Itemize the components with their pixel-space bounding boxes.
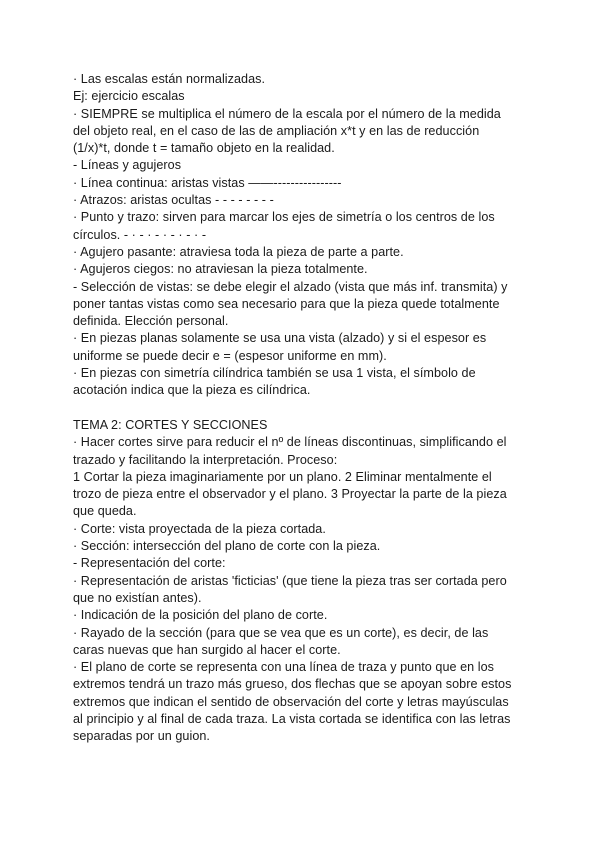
text-line: trozo de pieza entre el observador y el plano. 3 Proyectar la parte de la pieza bbox=[73, 487, 507, 502]
text-line: · SIEMPRE se multiplica el número de la escala por el número de la medida bbox=[73, 106, 501, 121]
text-line: acotación indica que la pieza es cilíndrica. bbox=[73, 383, 311, 398]
text-line: TEMA 2: CORTES Y SECCIONES bbox=[73, 417, 268, 432]
text-line: · Representación de aristas 'ficticias' (que tiene la pieza tras ser cortada pero bbox=[73, 573, 507, 588]
text-line: del objeto real, en el caso de las de ampliación x*t y en las de reducción bbox=[73, 123, 480, 138]
text-line: - Líneas y agujeros bbox=[73, 158, 182, 173]
text-line: que queda. bbox=[73, 504, 137, 519]
text-line: al principio y al final de cada traza. La vista cortada se identifica con las letras bbox=[73, 711, 511, 726]
text-line: círculos. - · - · - · - · - · - bbox=[73, 227, 207, 242]
text-line: · En piezas planas solamente se usa una vista (alzado) y si el espesor es bbox=[73, 331, 487, 346]
text-line: · Sección: intersección del plano de corte con la pieza. bbox=[73, 539, 381, 554]
text-line: · Indicación de la posición del plano de corte. bbox=[73, 608, 328, 623]
text-line: (1/x)*t, donde t = tamaño objeto en la realidad. bbox=[73, 141, 335, 156]
document-page bbox=[73, 71, 543, 746]
text-line: · Agujeros ciegos: no atraviesan la pieza totalmente. bbox=[73, 262, 368, 277]
text-line: Ej: ejercicio escalas bbox=[73, 89, 185, 104]
text-line: - Representación del corte: bbox=[73, 556, 226, 571]
text-line: · Línea continua: aristas vistas ——---------------- bbox=[73, 175, 342, 190]
text-line: poner tantas vistas como sea necesario para que la pieza quede totalmente bbox=[73, 296, 500, 311]
text-line: 1 Cortar la pieza imaginariamente por un plano. 2 Eliminar mentalmente el bbox=[73, 469, 492, 484]
text-line: caras nuevas que han surgido al hacer el corte. bbox=[73, 642, 341, 657]
text-line: definida. Elección personal. bbox=[73, 314, 229, 329]
text-line: - Selección de vistas: se debe elegir el alzado (vista que más inf. transmita) y bbox=[73, 279, 508, 294]
text-line: separadas por un guion. bbox=[73, 729, 210, 744]
text-line: · Atrazos: aristas ocultas - - - - - - - - bbox=[73, 193, 274, 208]
text-line: extremos que indican el sentido de observación del corte y letras mayúsculas bbox=[73, 694, 509, 709]
text-line: · Agujero pasante: atraviesa toda la pieza de parte a parte. bbox=[73, 244, 404, 259]
text-line: · Hacer cortes sirve para reducir el nº de líneas discontinuas, simplificando el bbox=[73, 435, 507, 450]
text-line: · Punto y trazo: sirven para marcar los ejes de simetría o los centros de los bbox=[73, 210, 495, 225]
text-line: · Corte: vista proyectada de la pieza cortada. bbox=[73, 521, 326, 536]
text-line: · Las escalas están normalizadas. bbox=[73, 72, 266, 86]
text-line: extremos tendrá un trazo más grueso, dos flechas que se apoyan sobre estos bbox=[73, 677, 512, 692]
text-line: uniforme se puede decir e = (espesor uniforme en mm). bbox=[73, 348, 387, 363]
text-line: · El plano de corte se representa con una línea de traza y punto que en los bbox=[73, 660, 495, 675]
blank-line bbox=[73, 400, 543, 417]
text-line: que no existían antes). bbox=[73, 590, 202, 605]
text-line: · En piezas con simetría cilíndrica también se usa 1 vista, el símbolo de bbox=[73, 366, 476, 381]
text-line: trazado y facilitando la interpretación. Proceso: bbox=[73, 452, 338, 467]
text-line: · Rayado de la sección (para que se vea que es un corte), es decir, de las bbox=[73, 625, 489, 640]
